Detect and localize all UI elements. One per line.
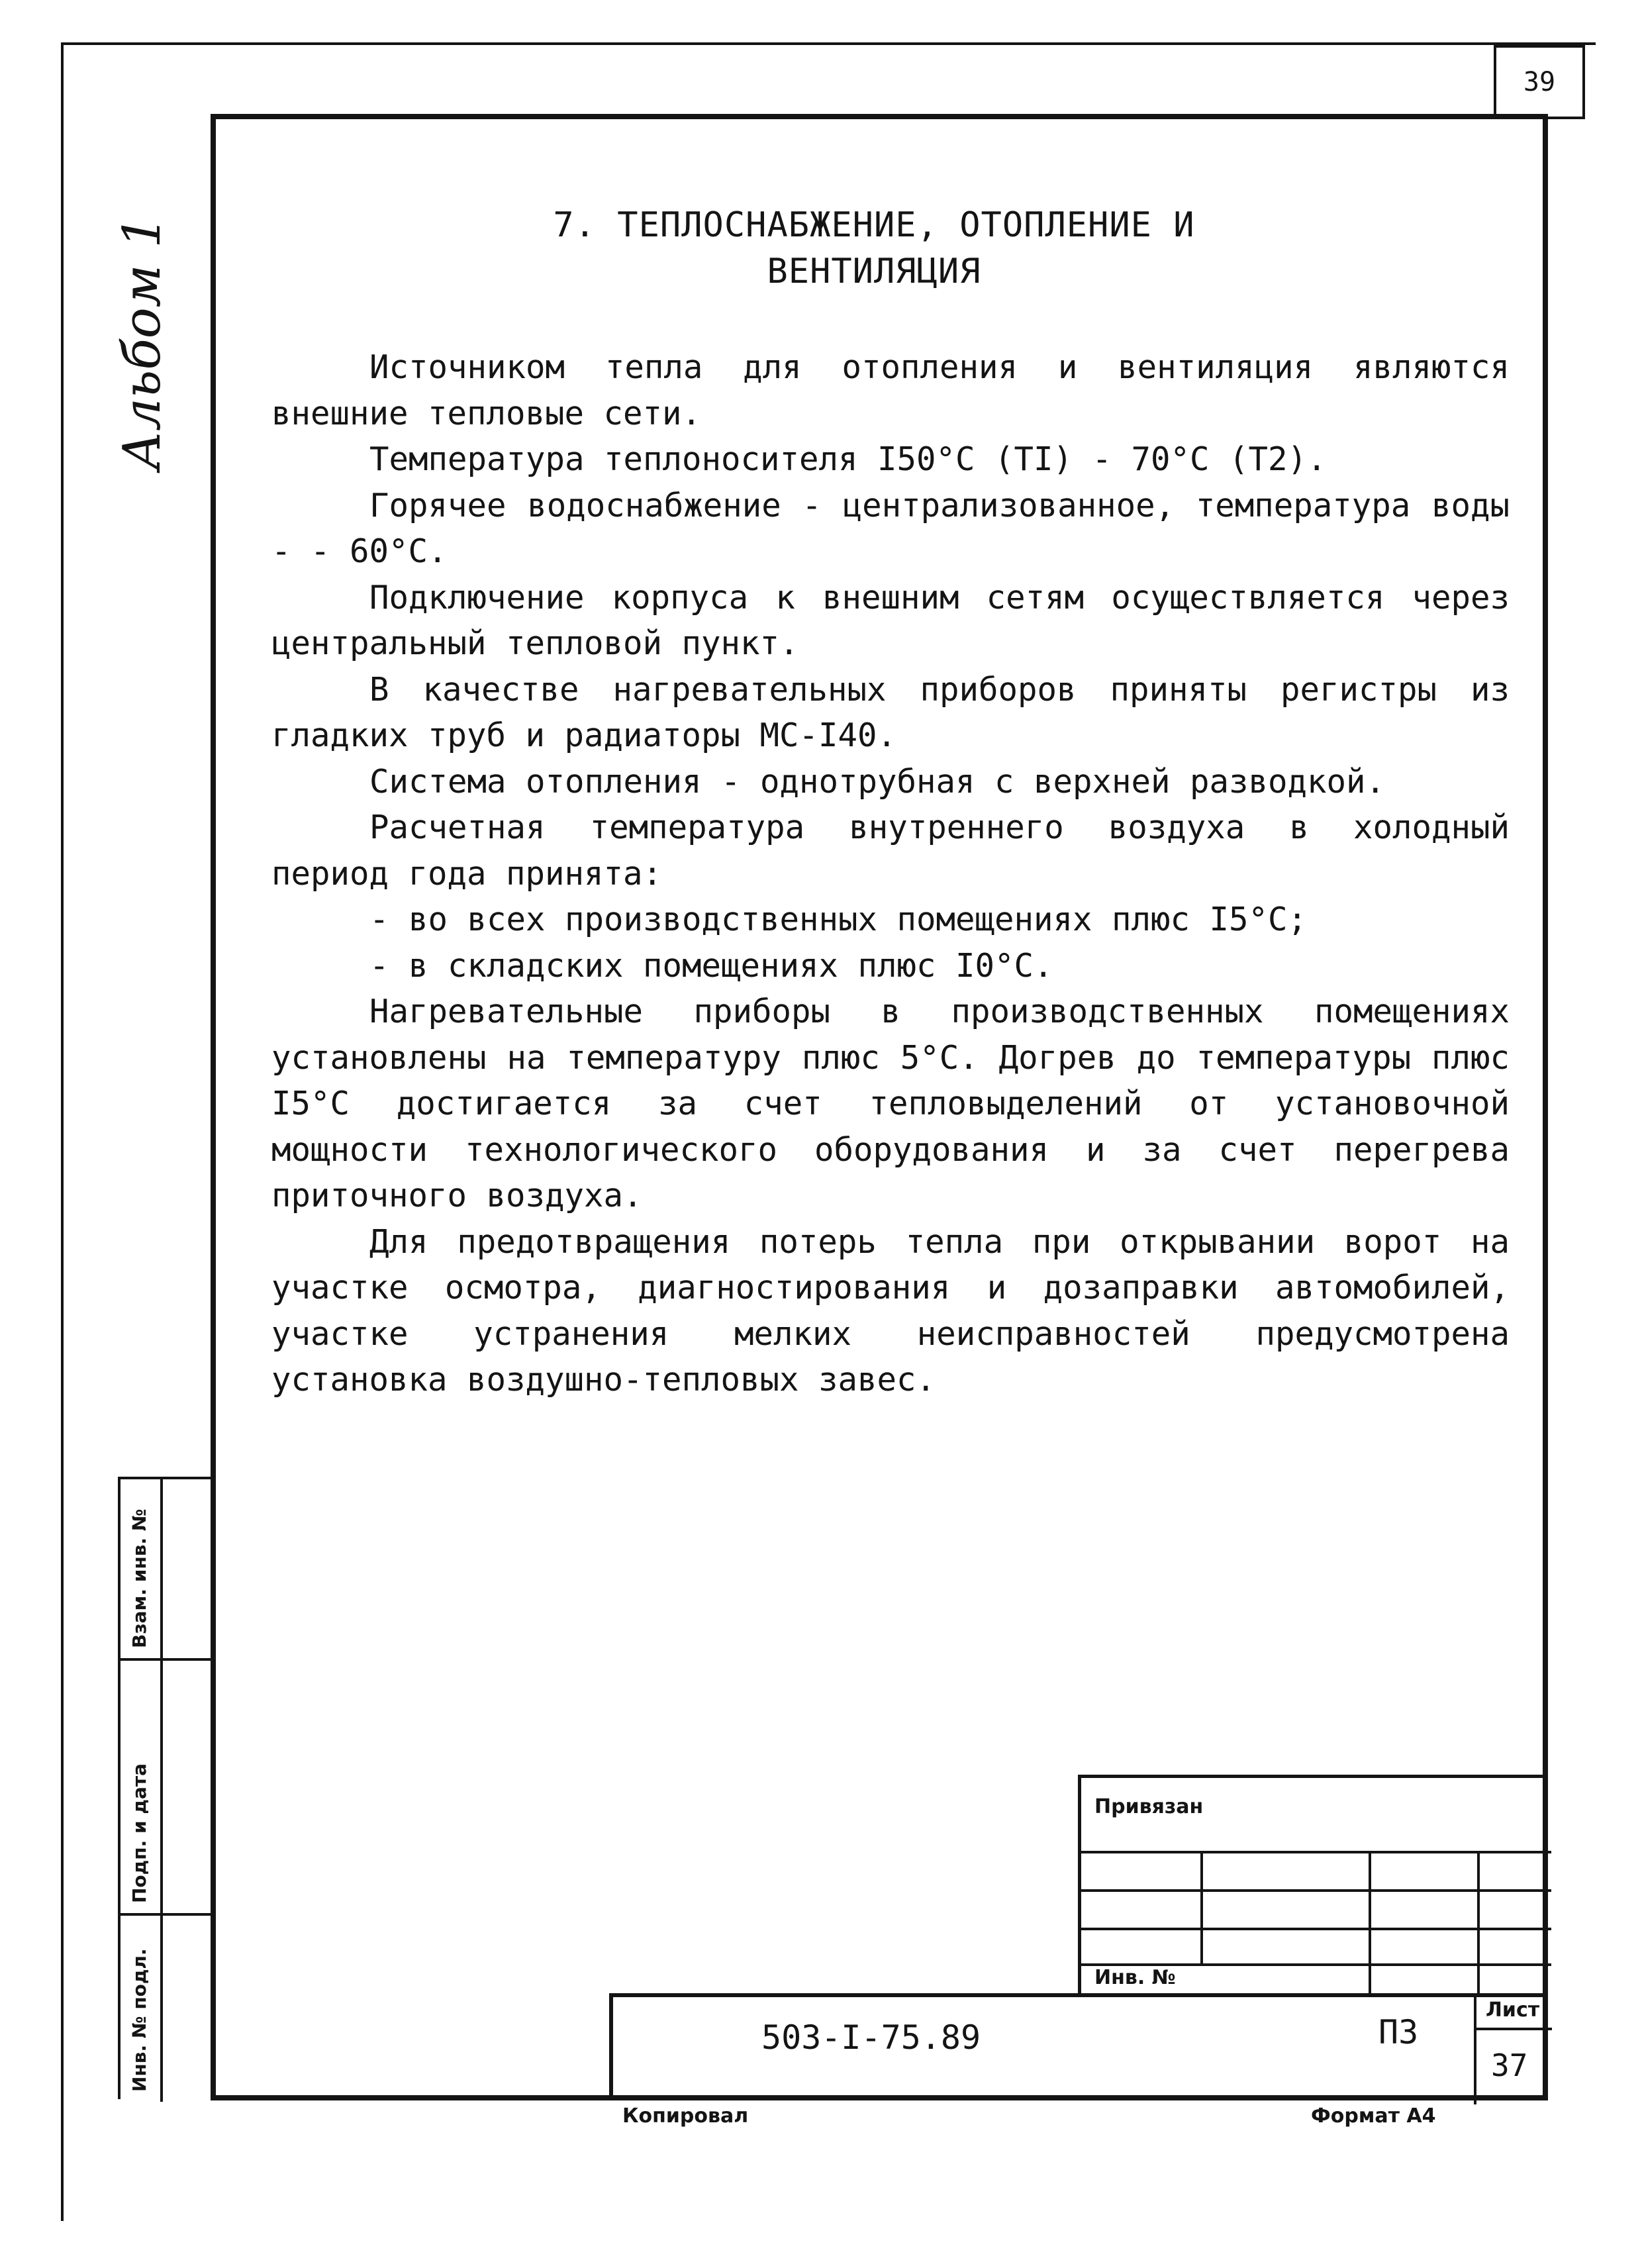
- section-title-line1: 7. ТЕПЛОСНАБЖЕНИЕ, ОТОПЛЕНИЕ И: [553, 205, 1195, 245]
- paragraph: Подключение корпуса к внешним сетям осуществляется через центральный тепловой пункт.: [271, 578, 1510, 662]
- paragraph: Горячее водоснабжение - централизованное, температура воды - - 60°С.: [271, 486, 1510, 570]
- privyazan-block: [1078, 1775, 1548, 1993]
- sheet-number: 37: [1491, 2047, 1528, 2083]
- sheet-number-top: 39: [1523, 67, 1556, 97]
- sheet-number-tab: [1494, 45, 1585, 119]
- copied-label: Копировал: [622, 2104, 749, 2128]
- section-title-line2: ВЕНТИЛЯЦИЯ: [767, 252, 981, 291]
- document-designation: 503-I-75.89: [761, 2018, 981, 2057]
- privyazan-label: Привязан: [1094, 1795, 1204, 1818]
- stamp-column: [118, 1477, 211, 2099]
- privyazan-inv-label: Инв. №: [1094, 1966, 1176, 1989]
- paragraph: Для предотвращения потерь тепла при открывании ворот на участке осмотра, диагностирования и дозаправки автомобилей, участке устранения мелких неисправностей предусмотрена установка воздушно-тепловых завес.: [271, 1222, 1510, 1399]
- format-label: Формат А4: [1311, 2104, 1436, 2128]
- margin-note: Альбом 1: [113, 215, 172, 470]
- paragraph: Источником тепла для отопления и вентиляция являются внешние тепловые сети.: [271, 348, 1510, 432]
- paragraph: Температура теплоносителя I50°C (TI) - 70°C (T2).: [369, 440, 1327, 478]
- list-item: - в складских помещениях плюс I0°С.: [369, 946, 1053, 985]
- paragraph: Нагревательные приборы в производственных помещениях установлены на температуру плюс 5°С. Догрев до температуры плюс I5°С достигается за счет тепловыделений от установочной мощности технологического оборудования и за счет перегрева приточного воздуха.: [271, 993, 1510, 1214]
- paragraph: Расчетная температура внутреннего воздуха в холодный период года принята:: [271, 809, 1510, 893]
- document-code: ПЗ: [1378, 2013, 1419, 2051]
- list-item: - во всех производственных помещениях плюс I5°С;: [369, 901, 1308, 938]
- body-text: [271, 344, 1510, 1403]
- sheet-label: Лист: [1486, 1998, 1540, 2022]
- stamp-label-inventory: Инв. № подл.: [128, 1948, 150, 2092]
- paragraph: В качестве нагревательных приборов приняты регистры из гладких труб и радиаторы МС-I40.: [271, 670, 1510, 754]
- stamp-label-signature: Подп. и дата: [128, 1763, 150, 1903]
- stamp-label-replacement: Взам. инв. №: [128, 1508, 150, 1648]
- paragraph: Система отопления - однотрубная с верхней разводкой.: [369, 762, 1386, 801]
